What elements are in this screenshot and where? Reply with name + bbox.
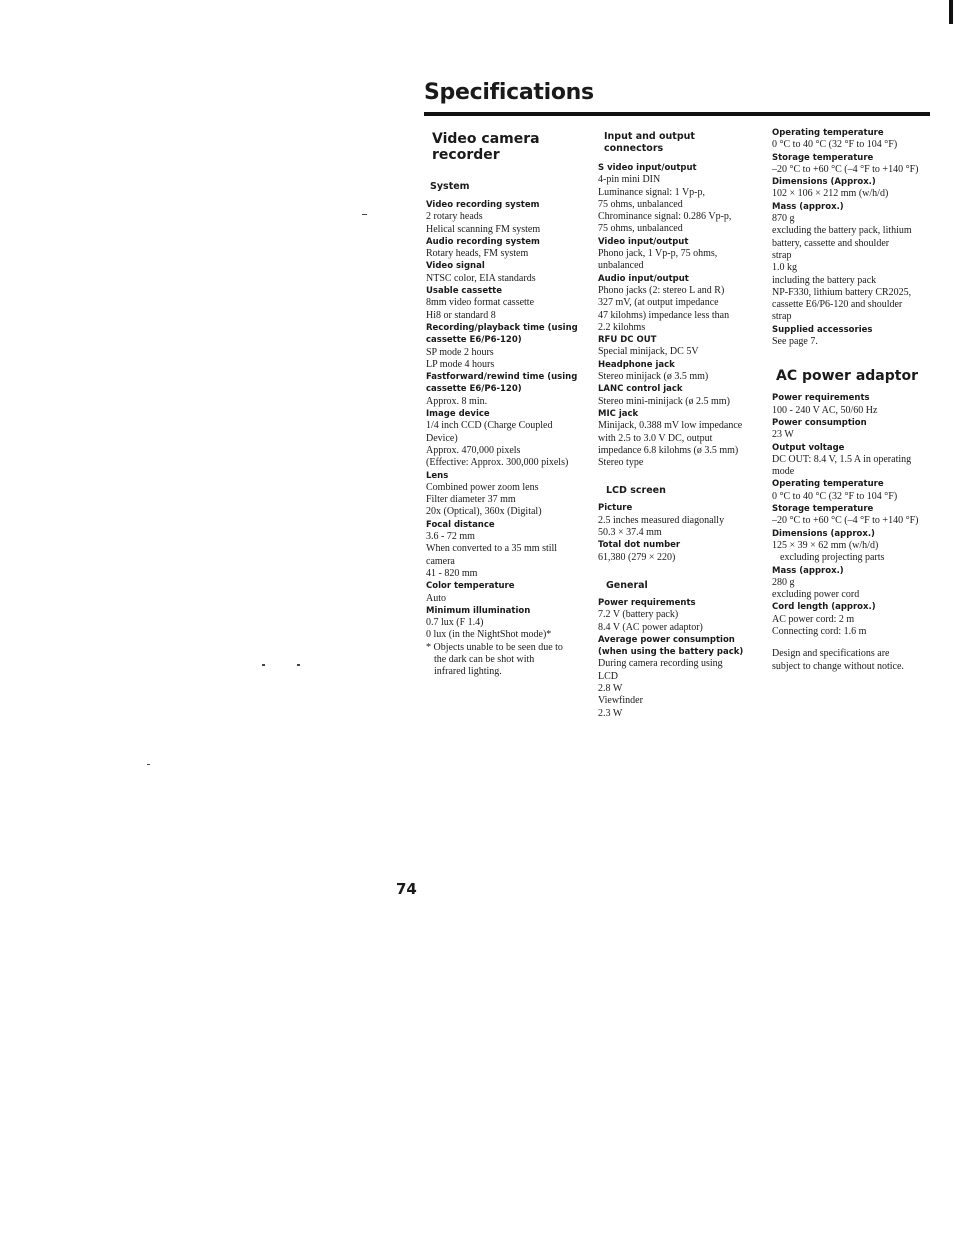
spec-item	[598, 597, 760, 634]
spec-list	[772, 392, 932, 638]
spec-value: strap	[772, 249, 792, 261]
spec-value: See page 7.	[772, 336, 818, 348]
spec-item	[598, 502, 760, 539]
spec-label: Dimensions (Approx.)	[772, 177, 876, 188]
spec-value: 50.3 × 37.4 mm	[598, 527, 662, 539]
spec-value: AC power cord: 2 m	[772, 613, 855, 625]
spec-value: NTSC color, EIA standards	[426, 272, 536, 284]
spec-value: Luminance signal: 1 Vp-p,	[598, 186, 706, 198]
spec-value: mode	[772, 466, 795, 478]
spec-value: * Objects unable to be seen due to	[426, 641, 563, 653]
spec-item	[598, 539, 760, 564]
spec-list	[598, 502, 760, 563]
spec-value: Chrominance signal: 0.286 Vp-p,	[598, 211, 732, 223]
spec-label: Headphone jack	[598, 359, 675, 370]
spec-value: 870 g	[772, 213, 795, 225]
spec-label: Video input/output	[598, 236, 689, 247]
spec-value: 0.7 lux (F 1.4)	[426, 617, 484, 629]
spec-label: Audio recording system	[426, 236, 540, 247]
page-edge-mark	[949, 0, 953, 24]
spec-value: 1/4 inch CCD (Charge Coupled	[426, 420, 553, 432]
spec-value: 102 × 106 × 212 mm (w/h/d)	[772, 188, 889, 200]
spec-item	[598, 634, 760, 720]
spec-label: Audio input/output	[598, 273, 689, 284]
spec-list	[598, 162, 760, 469]
spec-value: 0 lux (in the NightShot mode)*	[426, 629, 552, 641]
spec-label: Picture	[598, 503, 633, 514]
spec-value: Minijack, 0.388 mV low impedance	[598, 420, 743, 432]
spec-item	[598, 273, 760, 334]
spec-label: Operating temperature	[772, 128, 884, 138]
disclaimer-note	[772, 648, 932, 673]
spec-label: Lens	[426, 470, 449, 481]
spec-value: including the battery pack	[772, 274, 877, 286]
column-video-camera	[426, 131, 586, 679]
spec-value: cassette E6/P6-120 and shoulder	[772, 299, 903, 311]
spec-label: Total dot number	[598, 540, 681, 551]
spec-value: Rotary heads, FM system	[426, 248, 529, 260]
spec-value: NP-F330, lithium battery CR2025,	[772, 286, 912, 298]
spec-item	[426, 470, 586, 519]
spec-item	[426, 371, 586, 408]
spec-value: 20x (Optical), 360x (Digital)	[426, 506, 542, 518]
spec-label: Color temperature	[426, 581, 515, 592]
spec-value: Auto	[426, 592, 446, 604]
spec-value: 100 - 240 V AC, 50/60 Hz	[772, 404, 878, 416]
spec-label: Output voltage	[772, 442, 845, 453]
spec-value: the dark can be shot with	[434, 653, 535, 665]
spec-item	[772, 528, 932, 565]
spec-label: Video recording system	[426, 200, 540, 210]
spec-value: Phono jacks (2: stereo L and R)	[598, 284, 725, 296]
spec-value: –20 °C to +60 °C (–4 °F to +140 °F)	[772, 163, 919, 175]
scan-speck	[362, 214, 367, 215]
spec-value: SP mode 2 hours	[426, 346, 494, 358]
spec-label: Fastforward/rewind time (using	[426, 372, 578, 383]
page-number: 74	[396, 880, 417, 898]
spec-value: 1.0 kg	[772, 262, 797, 274]
spec-value: During camera recording using	[598, 658, 723, 670]
spec-label: Operating temperature	[772, 479, 884, 490]
spec-value: 75 ohms, unbalanced	[598, 223, 683, 235]
spec-label: Minimum illumination	[426, 605, 531, 616]
group-heading-general: General	[606, 579, 648, 591]
spec-label: Mass (approx.)	[772, 201, 844, 212]
spec-value: 75 ohms, unbalanced	[598, 198, 683, 210]
spec-item	[598, 408, 760, 469]
spec-value: Connecting cord: 1.6 m	[772, 625, 867, 637]
spec-value: 2.5 inches measured diagonally	[598, 514, 725, 526]
spec-item	[426, 580, 586, 605]
spec-item	[772, 152, 932, 177]
spec-label: cassette E6/P6-120)	[426, 384, 522, 395]
spec-value: impedance 6.8 kilohms (ø 3.5 mm)	[598, 444, 739, 456]
spec-item	[772, 176, 932, 201]
spec-label: Focal distance	[426, 519, 495, 530]
spec-value: with 2.5 to 3.0 V DC, output	[598, 432, 713, 444]
spec-item	[772, 565, 932, 602]
spec-value: 2.3 W	[598, 707, 623, 719]
spec-label: Mass (approx.)	[772, 565, 844, 576]
spec-item	[598, 334, 760, 359]
spec-value: LP mode 4 hours	[426, 358, 495, 370]
spec-value: Approx. 8 min.	[426, 395, 488, 407]
spec-label: Storage temperature	[772, 152, 874, 163]
title-rule	[424, 112, 930, 116]
spec-value: 2.8 W	[598, 682, 623, 694]
spec-label: Supplied accessories	[772, 324, 873, 335]
spec-label: Storage temperature	[772, 504, 874, 515]
spec-item	[426, 236, 586, 261]
scan-speck	[262, 664, 265, 666]
column-power	[772, 127, 932, 673]
spec-value: excluding the battery pack, lithium	[772, 225, 912, 237]
spec-value: Special minijack, DC 5V	[598, 346, 699, 358]
note-line: subject to change without notice.	[772, 660, 904, 672]
spec-item	[426, 519, 586, 580]
spec-value: battery, cassette and shoulder	[772, 237, 890, 249]
spec-value: 0 °C to 40 °C (32 °F to 104 °F)	[772, 139, 898, 151]
scan-speck	[147, 764, 150, 765]
spec-item	[426, 199, 586, 236]
spec-label: Usable cassette	[426, 286, 502, 297]
spec-value: 0 °C to 40 °C (32 °F to 104 °F)	[772, 490, 898, 502]
spec-value: Stereo minijack (ø 3.5 mm)	[598, 371, 709, 383]
spec-value: Combined power zoom lens	[426, 481, 539, 493]
spec-value: 2 rotary heads	[426, 211, 483, 223]
spec-value: 2.2 kilohms	[598, 321, 646, 333]
spec-value: 8mm video format cassette	[426, 297, 535, 309]
spec-value: LCD	[598, 670, 618, 682]
spec-value: 61,380 (279 × 220)	[598, 551, 676, 563]
spec-item	[426, 285, 586, 322]
spec-value: excluding power cord	[772, 589, 860, 601]
spec-list	[772, 127, 932, 348]
spec-value: 23 W	[772, 429, 794, 441]
spec-value: 7.2 V (battery pack)	[598, 609, 679, 621]
spec-item	[426, 260, 586, 285]
section-heading-video-camera: Video camera recorder	[432, 131, 540, 163]
spec-value: camera	[426, 555, 455, 567]
spec-list	[598, 597, 760, 720]
spec-value: –20 °C to +60 °C (–4 °F to +140 °F)	[772, 515, 919, 527]
spec-value: DC OUT: 8.4 V, 1.5 A in operating	[772, 453, 912, 465]
note-line: Design and specifications are	[772, 648, 890, 660]
spec-item	[772, 201, 932, 324]
spec-value: 280 g	[772, 576, 795, 588]
spec-value: 125 × 39 × 62 mm (w/h/d)	[772, 539, 879, 551]
spec-label: Dimensions (approx.)	[772, 528, 875, 539]
spec-label: Image device	[426, 409, 490, 420]
spec-item	[772, 442, 932, 479]
spec-item	[772, 601, 932, 638]
spec-value: Helical scanning FM system	[426, 223, 541, 235]
spec-item	[426, 408, 586, 469]
scan-speck	[297, 664, 300, 666]
spec-item	[426, 322, 586, 371]
spec-label: cassette E6/P6-120)	[426, 335, 522, 346]
spec-value: Hi8 or standard 8	[426, 309, 496, 321]
spec-label: S video input/output	[598, 163, 697, 173]
spec-label: Average power consumption	[598, 634, 735, 645]
spec-item	[598, 359, 760, 384]
column-connectors	[598, 131, 760, 720]
group-heading-system: System	[430, 181, 470, 192]
spec-value: Stereo type	[598, 457, 644, 469]
spec-label: RFU DC OUT	[598, 335, 657, 346]
spec-value: Viewfinder	[598, 695, 643, 707]
spec-value: infrared lighting.	[434, 666, 502, 678]
spec-value: Approx. 470,000 pixels	[426, 444, 521, 456]
group-heading-connectors: Input and output connectors	[604, 131, 695, 154]
spec-value: Stereo mini-minijack (ø 2.5 mm)	[598, 395, 730, 407]
spec-label: MIC jack	[598, 408, 639, 419]
section-heading-ac-adaptor: AC power adaptor	[776, 368, 918, 385]
group-heading-lcd: LCD screen	[606, 485, 666, 497]
spec-item	[426, 605, 586, 679]
spec-value: 8.4 V (AC power adaptor)	[598, 621, 703, 633]
page-title: Specifications	[424, 80, 594, 105]
spec-item	[598, 162, 760, 236]
spec-item	[772, 127, 932, 152]
spec-value: 327 mV, (at output impedance	[598, 297, 719, 309]
spec-label: Video signal	[426, 261, 485, 272]
spec-value: When converted to a 35 mm still	[426, 543, 558, 555]
spec-label: Power consumption	[772, 417, 867, 428]
spec-value: Device)	[426, 432, 458, 444]
spec-item	[772, 392, 932, 417]
spec-label: Cord length (approx.)	[772, 602, 876, 613]
spec-label: LANC control jack	[598, 384, 683, 395]
spec-value: (Effective: Approx. 300,000 pixels)	[426, 457, 569, 469]
spec-value: 47 kilohms) impedance less than	[598, 309, 730, 321]
spec-label: Power requirements	[772, 393, 870, 404]
spec-item	[772, 478, 932, 503]
spec-value: Filter diameter 37 mm	[426, 494, 516, 506]
spec-item	[598, 236, 760, 273]
spec-list	[426, 199, 586, 679]
spec-value: Phono jack, 1 Vp-p, 75 ohms,	[598, 248, 718, 260]
spec-value: 4-pin mini DIN	[598, 174, 661, 186]
spec-value: 41 - 820 mm	[426, 567, 478, 579]
spec-item	[772, 324, 932, 349]
spec-value: unbalanced	[598, 260, 644, 272]
spec-item	[598, 383, 760, 408]
spec-item	[772, 417, 932, 442]
spec-item	[772, 503, 932, 528]
spec-value: 3.6 - 72 mm	[426, 531, 475, 543]
spec-value: strap	[772, 311, 792, 323]
spec-label: Power requirements	[598, 597, 696, 608]
spec-label: Recording/playback time (using	[426, 322, 578, 333]
spec-value: excluding projecting parts	[780, 552, 885, 564]
spec-label: (when using the battery pack)	[598, 647, 744, 658]
